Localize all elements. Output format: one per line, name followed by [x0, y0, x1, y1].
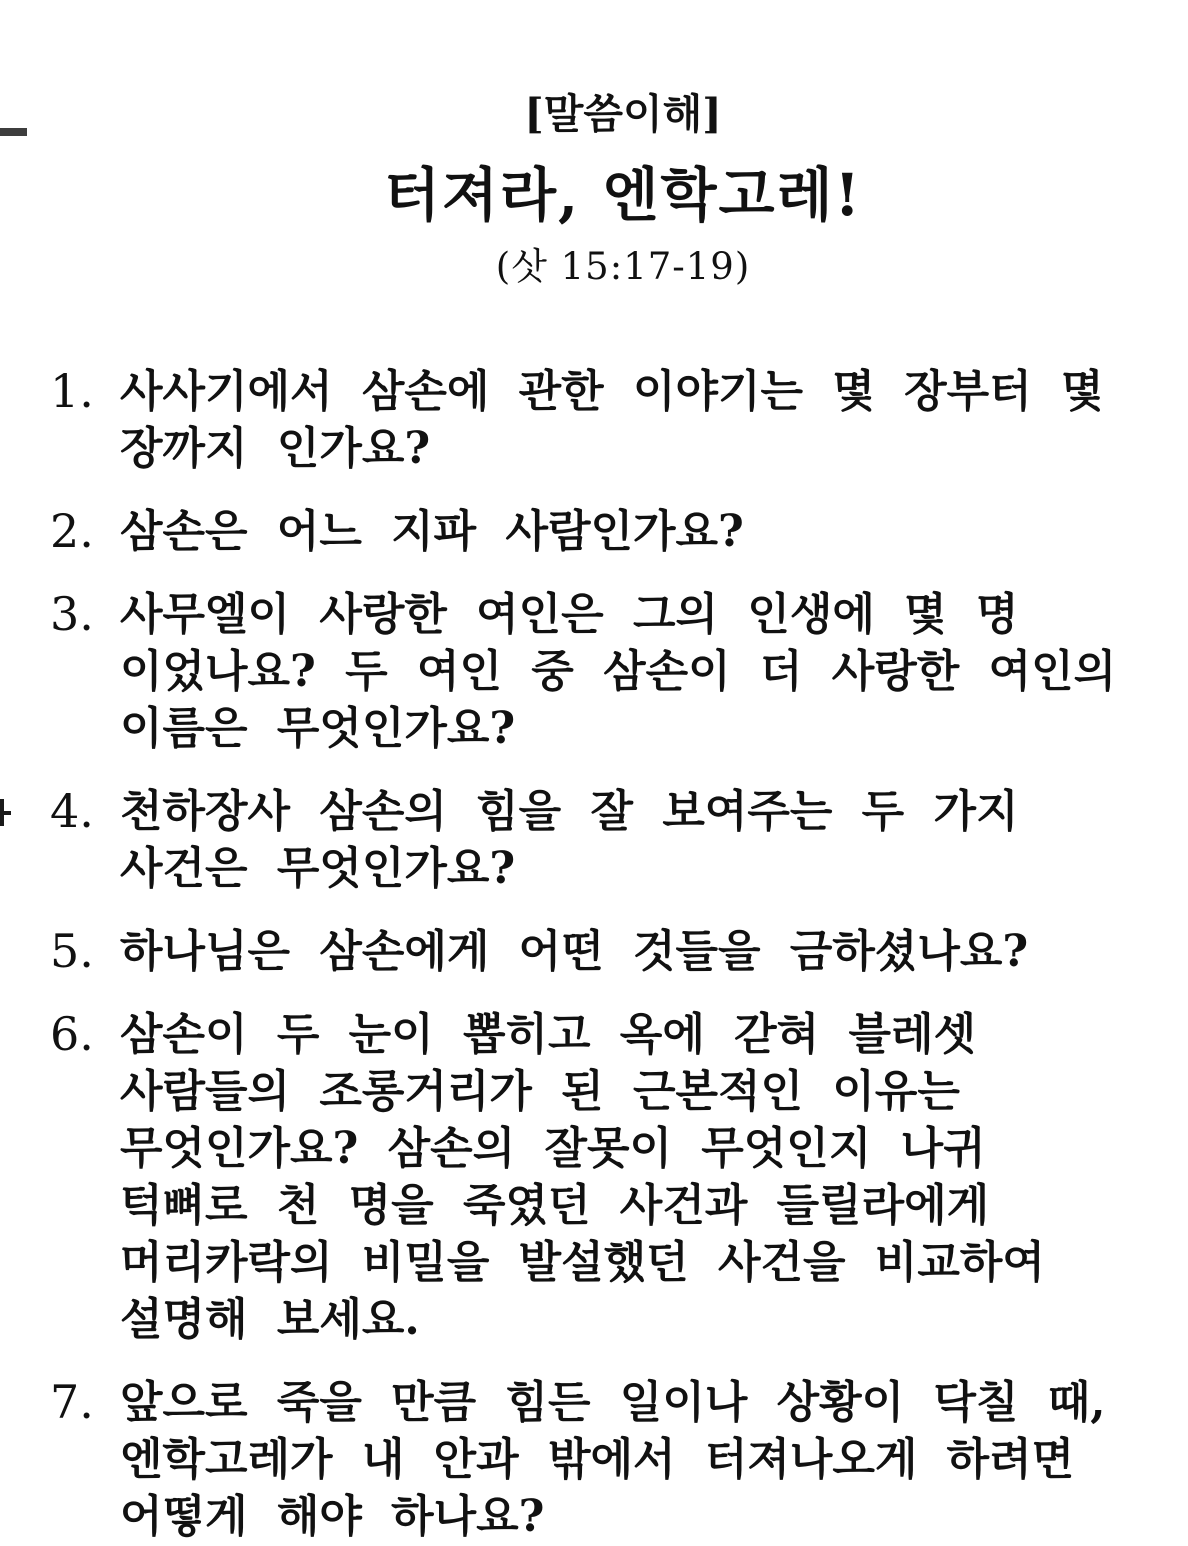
question-line: 머리카락의 비밀을 발설했던 사건을 비교하여	[120, 1237, 1045, 1288]
question-number: 2.	[50, 504, 94, 558]
scan-artifact-clipped-character-horizontal	[0, 811, 11, 815]
question-text	[120, 1374, 1106, 1545]
question-item-4	[50, 783, 1188, 897]
question-list	[50, 363, 1188, 1546]
question-line: 엔학고레가 내 안과 밖에서 터져나오게 하려면	[120, 1434, 1075, 1485]
question-item-5	[50, 923, 1188, 980]
question-text	[120, 363, 1103, 477]
question-line: 삼손이 두 눈이 뽑히고 옥에 갇혀 블레셋	[120, 1009, 976, 1060]
question-text	[120, 586, 1116, 757]
page-title: 터져라, 엔학고레!	[383, 161, 863, 229]
question-line: 사무엘이 사랑한 여인은 그의 인생에 몇 명	[120, 589, 1019, 640]
question-number: 6.	[50, 1007, 94, 1061]
question-line: 무엇인가요? 삼손의 잘못이 무엇인지 나귀	[120, 1123, 986, 1174]
question-line: 사사기에서 삼손에 관한 이야기는 몇 장부터 몇	[120, 366, 1104, 417]
question-item-6	[50, 1006, 1188, 1348]
question-number: 4.	[50, 784, 94, 838]
question-number: 3.	[50, 587, 94, 641]
question-line: 앞으로 죽을 만큼 힘든 일이나 상황이 닥칠 때,	[120, 1377, 1106, 1428]
question-line: 삼손은 어느 지파 사람인가요?	[120, 506, 744, 557]
question-line: 천하장사 삼손의 힘을 잘 보여주는 두 가지	[120, 786, 1019, 837]
question-line: 설명해 보세요.	[120, 1294, 420, 1345]
question-text	[120, 783, 1018, 897]
question-item-1	[50, 363, 1188, 477]
question-line: 사건은 무엇인가요?	[120, 843, 516, 894]
question-text	[120, 1006, 1045, 1348]
question-line: 사람들의 조롱거리가 된 근본적인 이유는	[120, 1066, 960, 1117]
question-item-3	[50, 586, 1188, 757]
section-tag: [말씀이해]	[524, 90, 722, 138]
question-line: 턱뼈로 천 명을 죽였던 사건과 들릴라에게	[120, 1180, 990, 1231]
question-line: 장까지 인가요?	[120, 423, 431, 474]
question-line: 이었나요? 두 여인 중 삼손이 더 사랑한 여인의	[120, 646, 1117, 697]
question-text	[120, 923, 1028, 980]
scripture-reference: (삿 15:17-19)	[495, 245, 751, 288]
question-item-2	[50, 503, 1188, 560]
question-text	[120, 503, 744, 560]
question-item-7	[50, 1374, 1188, 1545]
question-line: 어떻게 해야 하나요?	[120, 1491, 545, 1542]
question-number: 7.	[50, 1375, 94, 1429]
question-number: 1.	[50, 364, 94, 418]
question-line: 이름은 무엇인가요?	[120, 703, 516, 754]
question-line: 하나님은 삼손에게 어떤 것들을 금하셨나요?	[120, 926, 1029, 977]
question-number: 5.	[50, 924, 94, 978]
